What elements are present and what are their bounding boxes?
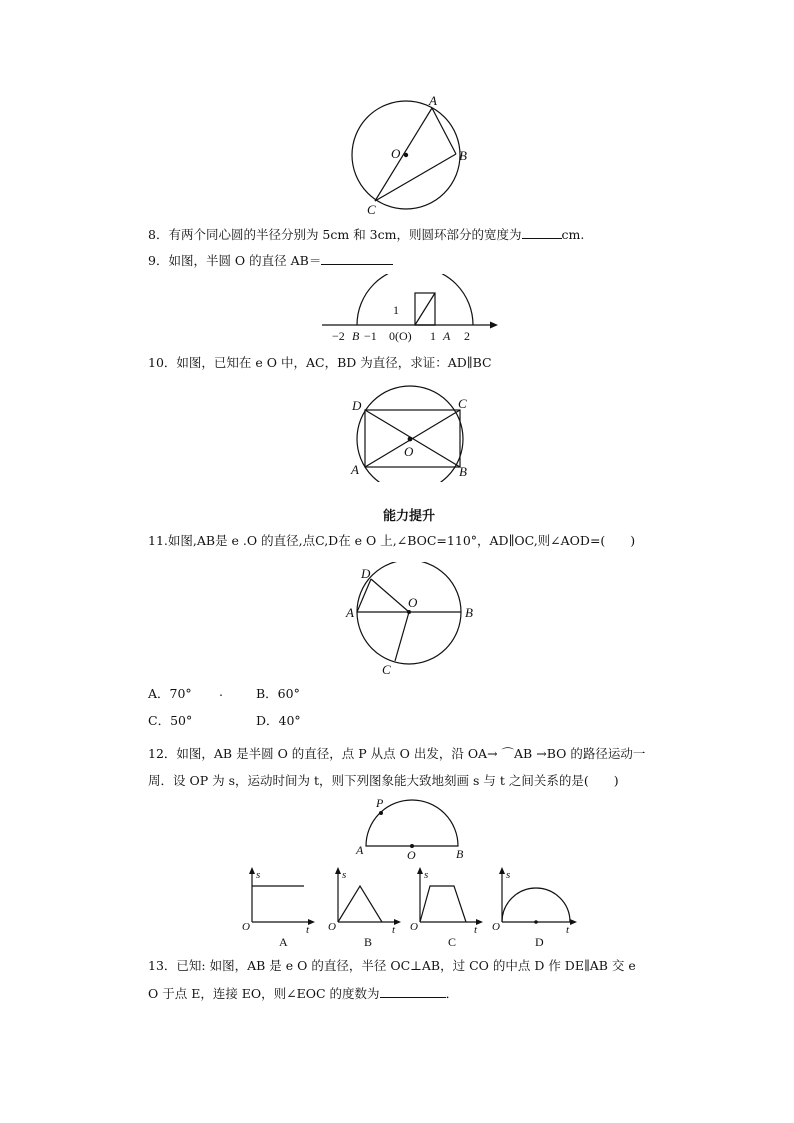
number-line-figure-q9 — [318, 274, 503, 346]
axis-t: t — [306, 924, 310, 936]
label-a: A — [356, 843, 364, 857]
graph-label: B — [364, 935, 373, 949]
label-p: P — [376, 796, 384, 810]
semicircle-figure-q12 — [352, 794, 472, 862]
tick-label: 0(O) — [389, 329, 412, 343]
axis-t: t — [474, 924, 478, 936]
answer-blank[interactable] — [522, 226, 562, 239]
circle-figure-q7 — [345, 90, 475, 220]
tick-label: 2 — [464, 329, 470, 343]
origin: O — [492, 921, 500, 933]
origin: O — [328, 921, 336, 933]
question-13-line-2 — [148, 985, 458, 1002]
unit: cm. — [561, 227, 585, 242]
label-c: C — [458, 396, 467, 411]
answer-blank[interactable] — [380, 985, 446, 998]
axis-s: s — [506, 869, 511, 881]
graph-option-c[interactable] — [408, 864, 486, 950]
label-b: B — [459, 464, 467, 479]
label-d: D — [352, 398, 362, 413]
label-o: O — [404, 444, 414, 459]
label-c: C — [382, 662, 391, 677]
square-side-label: 1 — [393, 303, 399, 317]
section-heading: 能力提升 — [383, 509, 436, 524]
axis-t: t — [392, 924, 396, 936]
stray-dot: . — [219, 684, 223, 699]
question-9 — [148, 252, 393, 269]
graph-option-a[interactable] — [240, 864, 318, 950]
question-8-text: 8．有两个同心圆的半径分别为 5cm 和 3cm，则圆环部分的宽度为 — [148, 227, 522, 242]
tick-label: B — [352, 329, 360, 343]
tick-label: −1 — [364, 329, 377, 343]
origin: O — [242, 921, 250, 933]
graph-label: D — [535, 935, 544, 949]
period: ． — [445, 986, 459, 1001]
tick-label: 1 — [430, 329, 436, 343]
answer-blank[interactable] — [321, 252, 393, 265]
axis-s: s — [342, 869, 347, 881]
label-b: B — [465, 605, 473, 620]
label-d: D — [361, 566, 371, 581]
question-12-line-2: 周．设 OP 为 s，运动时间为 t，则下列图象能大致地刻画 s 与 t 之间关系的是( ) — [148, 773, 619, 788]
label-a: A — [351, 462, 359, 477]
question-9-text: 9．如图，半圆 O 的直径 AB＝ — [148, 253, 322, 268]
choice-b[interactable]: B．60° — [256, 686, 300, 701]
graph-option-b[interactable] — [326, 864, 404, 950]
circle-figure-q11 — [342, 562, 477, 680]
label-o: O — [407, 848, 416, 862]
question-8 — [148, 226, 584, 243]
label-a: A — [429, 93, 437, 108]
circle-rectangle-figure-q10 — [346, 382, 476, 482]
label-o: O — [408, 595, 418, 610]
axis-s: s — [424, 869, 429, 881]
tick-label: A — [443, 329, 451, 343]
axis-s: s — [256, 869, 261, 881]
label-b: B — [459, 148, 467, 163]
graph-label: A — [279, 935, 288, 949]
choice-a[interactable]: A．70° — [148, 686, 192, 701]
question-12-line-1: 12．如图，AB 是半圆 O 的直径，点 P 从点 O 出发，沿 OA→ ⌒AB →BO 的路径运动一 — [148, 746, 646, 761]
question-11 — [148, 533, 635, 549]
graph-option-d[interactable] — [490, 864, 580, 950]
graph-label: C — [448, 935, 457, 949]
label-b: B — [456, 847, 464, 861]
origin: O — [410, 921, 418, 933]
axis-t: t — [566, 924, 570, 936]
choice-d[interactable]: D．40° — [256, 713, 301, 728]
question-13-line-1: 13．已知: 如图，AB 是 e O 的直径，半径 OC⊥AB，过 CO 的中点 D 作 DE∥AB 交 e — [148, 958, 636, 973]
question-11-text: 11.如图,AB是 e .O 的直径,点C,D在 e O 上,∠BOC=110°，AD∥OC,则∠AOD=( ) — [148, 533, 636, 548]
choice-c[interactable]: C．50° — [148, 713, 193, 728]
label-o: O — [391, 146, 401, 161]
question-10-text: 10．如图，已知在 e O 中，AC，BD 为直径，求证：AD∥BC — [148, 355, 492, 370]
tick-label: −2 — [332, 329, 345, 343]
label-a: A — [346, 605, 354, 620]
label-c: C — [367, 202, 376, 217]
question-10 — [148, 355, 492, 371]
question-13-text: O 于点 E，连接 EO，则∠EOC 的度数为 — [148, 986, 380, 1001]
